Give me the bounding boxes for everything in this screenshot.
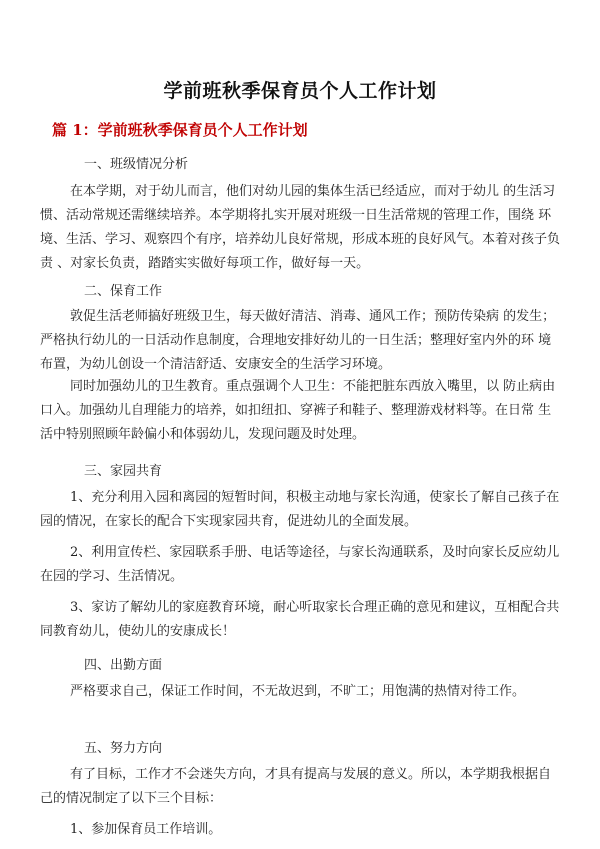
section-heading-attendance: 四、出勤方面 bbox=[84, 658, 163, 673]
article-subtitle: 篇 1：学前班秋季保育员个人工作计划 bbox=[52, 121, 308, 139]
paragraph: 3、家访了解幼儿的家庭教育环境，耐心听取家长合理正确的意见和建议，互相配合共同教育幼儿，使幼儿的安康成长！ bbox=[40, 600, 560, 639]
paragraph: 敦促生活老师搞好班级卫生，每天做好清洁、消毒、通风工作；预防传染病 的发生；严格执行幼儿的一日活动作息制度，合理地安排好幼儿的一日生活；整理好室内外的环 境布置，为幼儿创设一个清洁舒适、安康安全的生活学习环境。 bbox=[40, 309, 556, 372]
section-heading-home-school: 三、家园共育 bbox=[84, 464, 163, 479]
section-heading-care-work: 二、保育工作 bbox=[84, 284, 163, 299]
paragraph: 2、利用宣传栏、家园联系手册、电话等途径，与家长沟通联系，及时向家长反应幼儿在园的学习、生活情况。 bbox=[40, 545, 560, 584]
section-heading-class-analysis: 一、班级情况分析 bbox=[84, 157, 189, 172]
paragraph: 在本学期，对于幼儿而言，他们对幼儿园的集体生活已经适应，而对于幼儿 的生活习惯、活动常规还需继续培养。本学期将扎实开展对班级一日生活常规的管理工作，围绕 环境、生活、学习、观察四个有序，培养幼儿良好常规，形成本班的良好风气。本着对孩子负责 、对家长负责，踏踏实实做好每项工作，做好每一天。 bbox=[40, 184, 561, 271]
section-heading-goals: 五、努力方向 bbox=[84, 741, 163, 756]
paragraph: 1、充分利用入园和离园的短暂时间，积极主动地与家长沟通，使家长了解自己孩子在园的情况，在家长的配合下实现家园共育，促进幼儿的全面发展。 bbox=[40, 490, 560, 529]
document-title: 学前班秋季保育员个人工作计划 bbox=[163, 80, 437, 102]
paragraph: 1、参加保育员工作培训。 bbox=[70, 822, 222, 837]
paragraph: 严格要求自己，保证工作时间，不无故迟到，不旷工；用饱满的热情对待工作。 bbox=[70, 684, 526, 699]
paragraph: 有了目标，工作才不会迷失方向，才具有提高与发展的意义。所以，本学期我根据自己的情况制定了以下三个目标： bbox=[40, 767, 552, 806]
paragraph: 同时加强幼儿的卫生教育。重点强调个人卫生：不能把脏东西放入嘴里，以 防止病由口入。加强幼儿自理能力的培养，如扣纽扣、穿裤子和鞋子、整理游戏材料等。在日常 生活中特别照顾年龄偏小和体弱幼儿，发现问题及时处理。 bbox=[40, 379, 556, 442]
